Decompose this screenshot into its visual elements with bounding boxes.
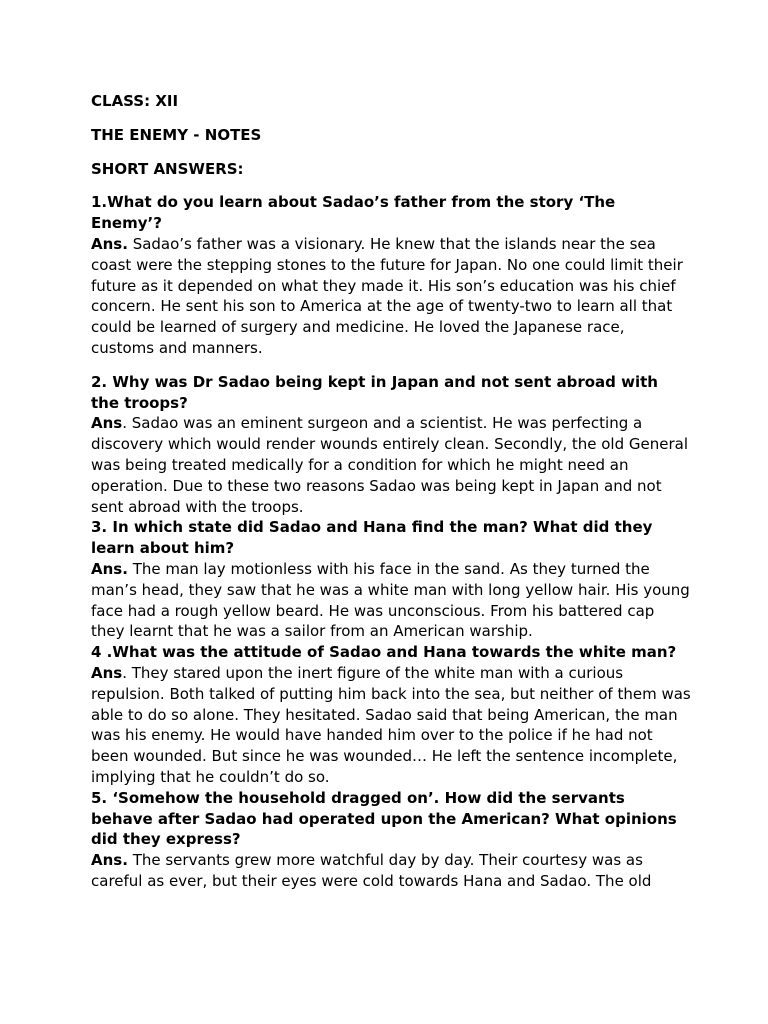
ans-label-4: Ans: [91, 663, 123, 682]
qa-item-1: [91, 192, 691, 358]
answer-4: [91, 663, 691, 788]
qa-item-5: [91, 788, 691, 892]
answer-text-1: Sadao’s father was a visionary. He knew that the islands near the sea coast were the stepping stones to the future for Japan. No one could limit their future as it depended on what they made it. His son’s education was his chief concern. He sent his son to America at the age of twenty-two to learn all that could be learned of surgery and medicine. He loved the Japanese race, customs and manners.: [91, 234, 683, 357]
document-title: THE ENEMY - NOTES: [91, 125, 262, 144]
class-line: CLASS: XII: [91, 92, 179, 110]
ans-label-3: Ans.: [91, 559, 128, 578]
ans-label-5: Ans.: [91, 851, 128, 870]
section-heading: SHORT ANSWERS:: [91, 159, 244, 178]
question-2: 2. Why was Dr Sadao being kept in Japan and not sent abroad with the troops?: [91, 372, 658, 412]
answer-text-4: . They stared upon the inert figure of the white man with a curious repulsion. Both talked of putting him back into the sea, but neither of them was able to do so alone. They hesitated. Sadao said that being American, the man was his enemy. He would have handed him over to the police if he had not been wounded. But since he was wounded… He left the sentence incomplete, implying that he couldn’t do so.: [91, 663, 691, 786]
question-5: 5. ‘Somehow the household dragged on’. How did the servants behave after Sadao had operated upon the American? What opinions did they express?: [91, 788, 677, 849]
answer-3: [91, 559, 691, 642]
answer-text-5: The servants grew more watchful day by day. Their courtesy was as careful as ever, but their eyes were cold towards Hana and Sadao. The old: [91, 851, 652, 890]
ans-label-2: Ans: [91, 414, 123, 433]
qa-item-2: [91, 372, 691, 518]
qa-item-4: [91, 642, 691, 788]
answer-text-3: The man lay motionless with his face in the sand. As they turned the man’s head, they saw that he was a white man with long yellow hair. His young face had a rough yellow beard. He was unconscious. From his battered cap they learnt that he was a sailor from an American warship.: [91, 559, 690, 641]
document-page: [91, 91, 691, 892]
question-4: 4 .What was the attitude of Sadao and Hana towards the white man?: [91, 643, 677, 662]
answer-1: [91, 234, 691, 359]
answer-2: [91, 413, 691, 517]
answer-text-2: . Sadao was an eminent surgeon and a scientist. He was perfecting a discovery which would render wounds entirely clean. Secondly, the old General was being treated medically for a condition for which he might need an operation. Due to these two reasons Sadao was being kept in Japan and not sent abroad with the troops.: [91, 414, 688, 516]
question-1: 1.What do you learn about Sadao’s father from the story ‘The Enemy’?: [91, 193, 616, 233]
ans-label-1: Ans.: [91, 234, 128, 253]
qa-item-3: [91, 517, 691, 642]
answer-5: [91, 850, 691, 892]
question-3: 3. In which state did Sadao and Hana find the man? What did they learn about him?: [91, 518, 653, 558]
